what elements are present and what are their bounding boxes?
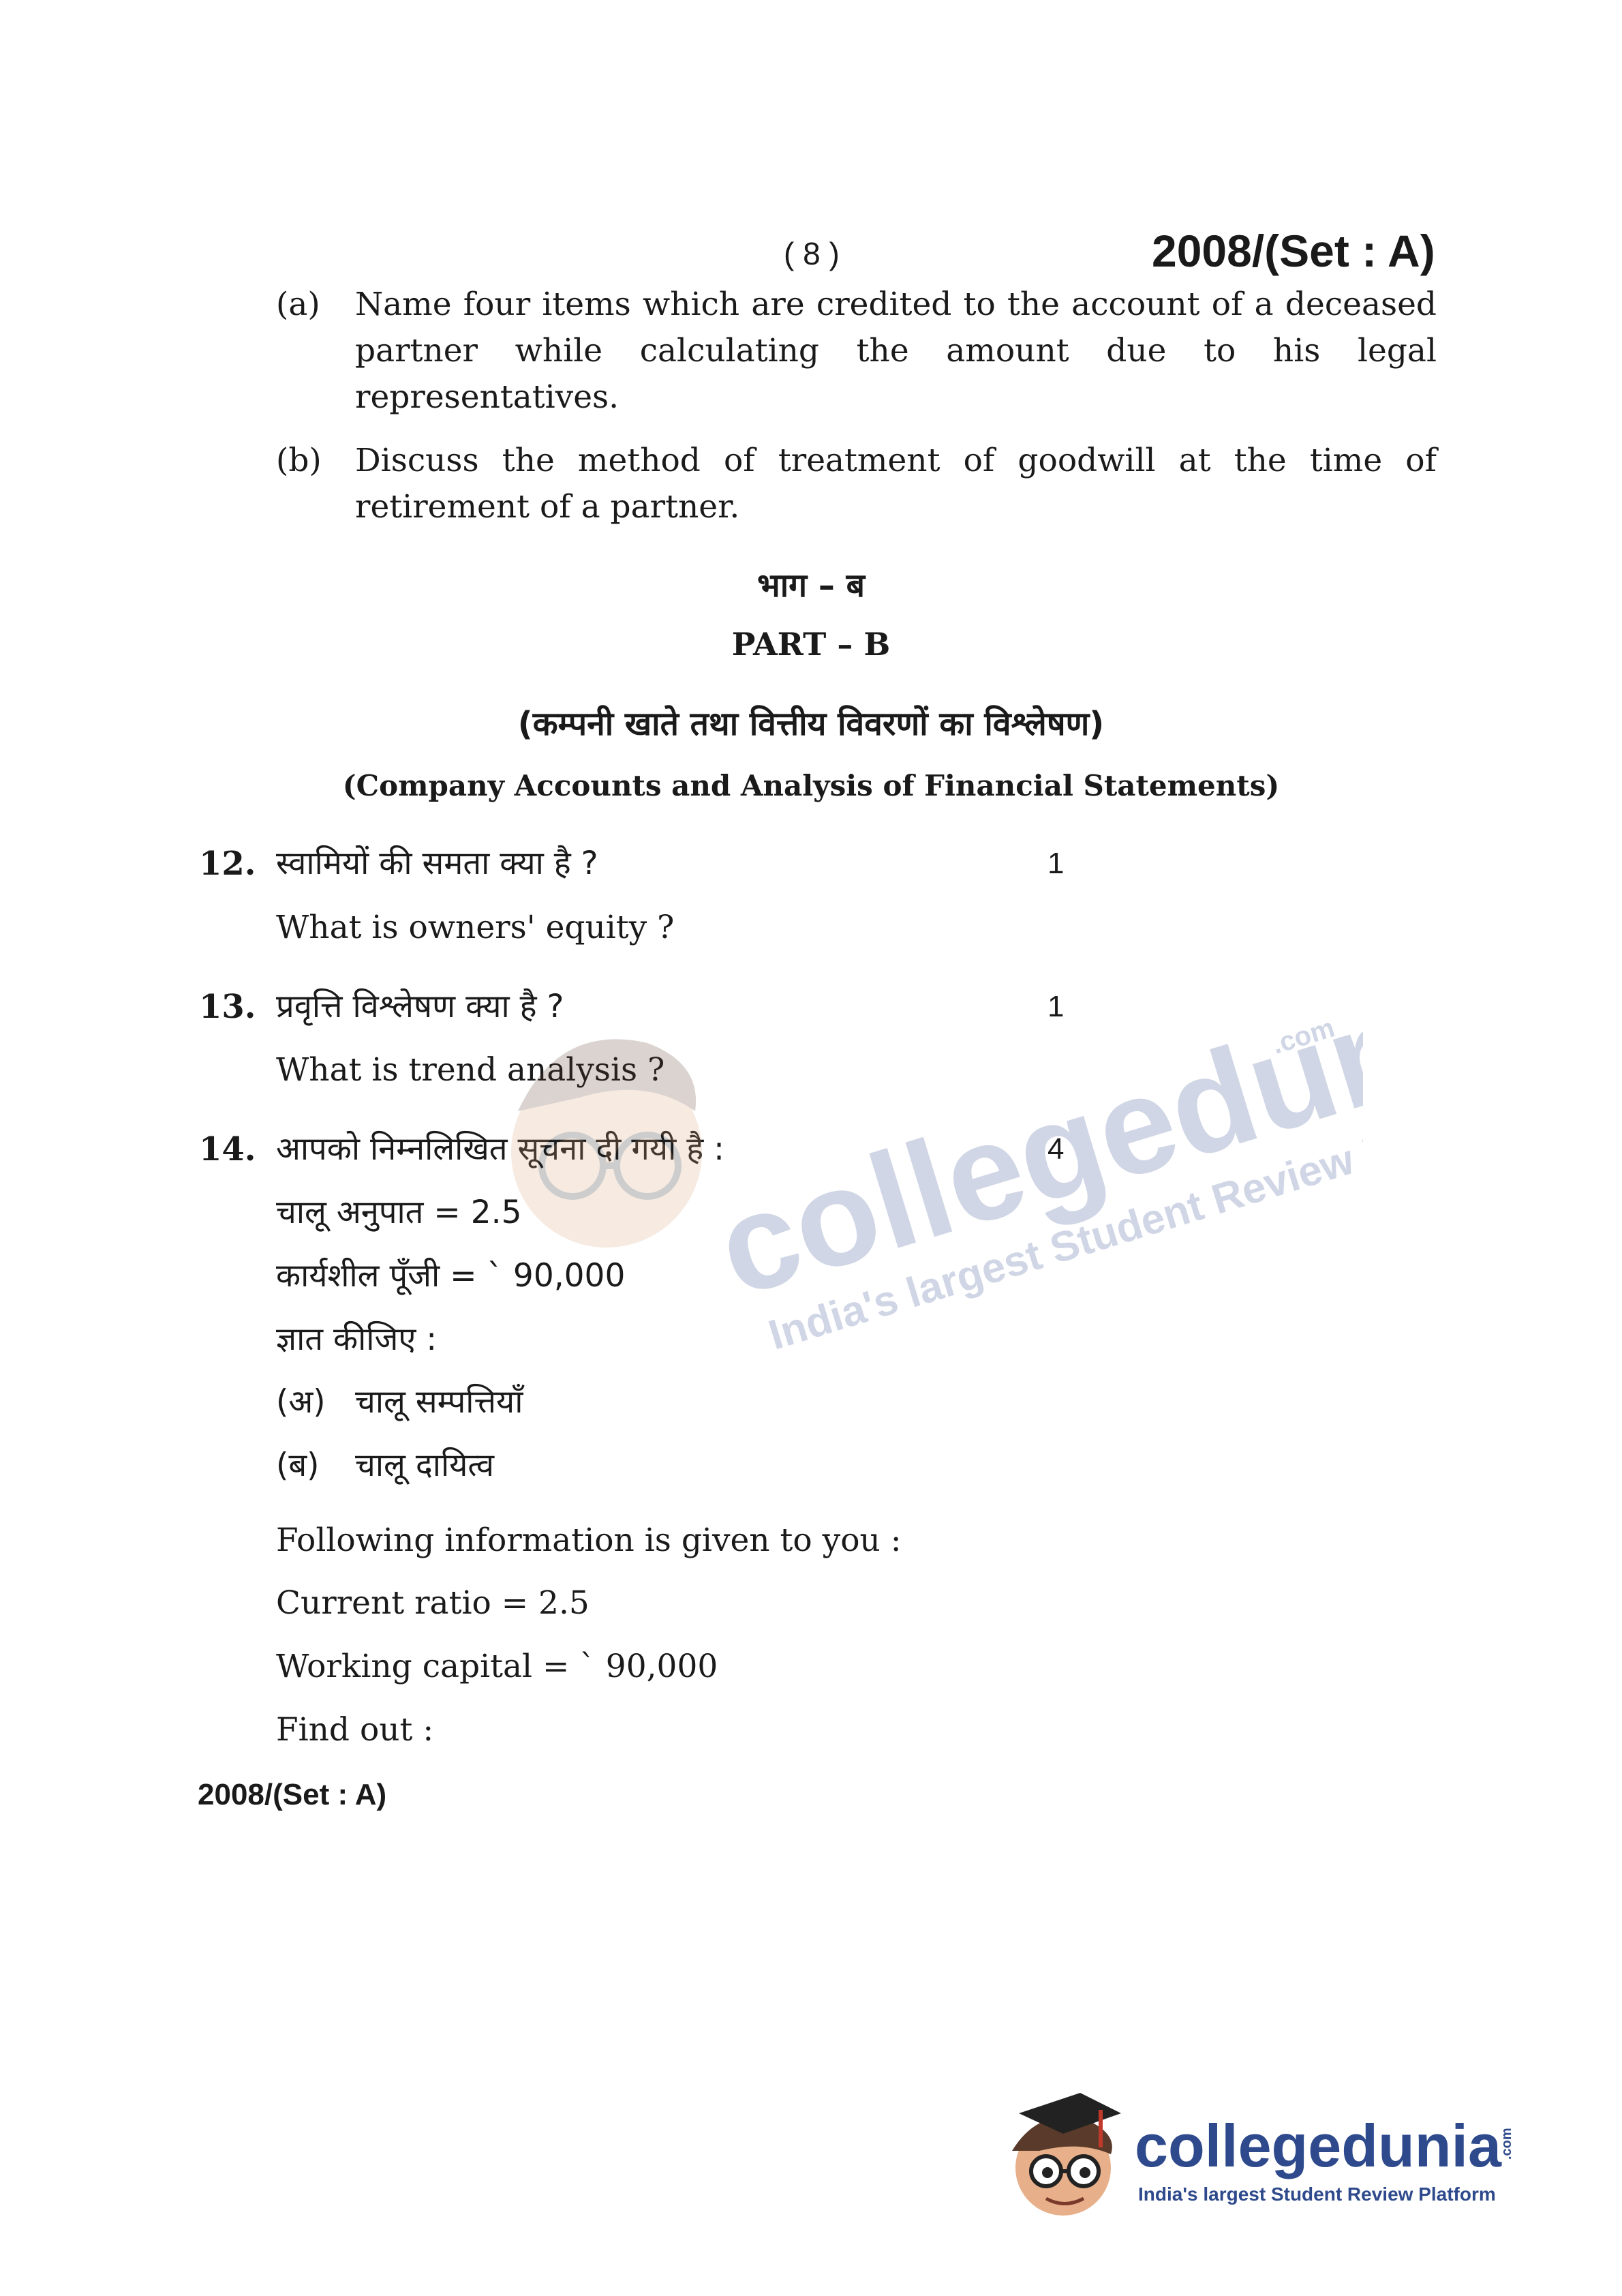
logo-mascot-icon <box>998 2086 1530 2222</box>
q14-hindi-a-label: (अ) <box>276 1383 326 1421</box>
q12-number: 12. <box>199 845 256 883</box>
q14-hindi-ratio: चालू अनुपात = 2.5 <box>276 1194 522 1231</box>
q14-number: 14. <box>199 1130 256 1168</box>
q13-hindi: प्रवृत्ति विश्लेषण क्या है ? <box>276 988 564 1025</box>
part-b-title: PART – B <box>731 626 891 663</box>
q12-english: What is owners' equity ? <box>276 909 675 946</box>
q14-hindi-intro: आपको निम्नलिखित सूचना दी गयी है : <box>276 1130 724 1168</box>
watermark-dotcom: .com <box>1268 1012 1338 1060</box>
q14-hindi-b: चालू दायित्व <box>355 1447 494 1484</box>
logo-tagline: India's largest Student Review Platform <box>1138 2184 1496 2205</box>
logo-brand: collegedunia <box>1135 2112 1501 2179</box>
q14-marks: 4 <box>1047 1132 1065 1166</box>
q12-hindi: स्वामियों की समता क्या है ? <box>276 845 598 882</box>
q13-marks: 1 <box>1047 990 1065 1023</box>
collegedunia-logo <box>998 2086 1530 2222</box>
q13-english: What is trend analysis ? <box>276 1051 665 1089</box>
logo-dotcom: .com <box>1499 2128 1514 2160</box>
set-label-header: 2008/(Set : A) <box>1152 226 1435 276</box>
q11a-label: (a) <box>276 286 320 323</box>
part-b-subtitle: (Company Accounts and Analysis of Financial Statements) <box>342 769 1280 802</box>
q11b-text: Discuss the method of treatment of goodwill at the time of retirement of a partner. <box>355 442 1437 526</box>
part-b-hindi-subtitle: (कम्पनी खाते तथा वित्तीय विवरणों का विश्लेषण) <box>517 705 1105 743</box>
watermark-mascot-icon <box>477 907 1363 1384</box>
q12-marks: 1 <box>1047 847 1065 880</box>
watermark-tagline: India's largest Student Review Platform <box>763 1082 1363 1359</box>
q14-hindi-a: चालू सम्पत्तियाँ <box>355 1383 523 1421</box>
q11b-label: (b) <box>276 442 322 479</box>
part-b-hindi-title: भाग – ब <box>756 567 866 605</box>
watermark-brand: collegedunia <box>701 936 1363 1326</box>
q13-number: 13. <box>199 988 256 1026</box>
q14-english-ratio: Current ratio = 2.5 <box>276 1584 590 1622</box>
q14-hindi-b-label: (ब) <box>276 1447 320 1484</box>
collegedunia-watermark <box>477 907 1363 1384</box>
set-label-footer: 2008/(Set : A) <box>198 1778 387 1811</box>
q14-english-intro: Following information is given to you : <box>276 1522 902 1559</box>
q14-hindi-capital: कार्यशील पूँजी = ` 90,000 <box>276 1257 626 1295</box>
q14-hindi-find: ज्ञात कीजिए : <box>276 1320 438 1358</box>
q14-english-find: Find out : <box>276 1711 434 1749</box>
q14-english-capital: Working capital = ` 90,000 <box>276 1648 718 1685</box>
q11a-text: Name four items which are credited to the account of a deceased partner while calculating the amount due to his legal representatives. <box>355 286 1437 416</box>
page-number: ( 8 ) <box>784 236 840 271</box>
